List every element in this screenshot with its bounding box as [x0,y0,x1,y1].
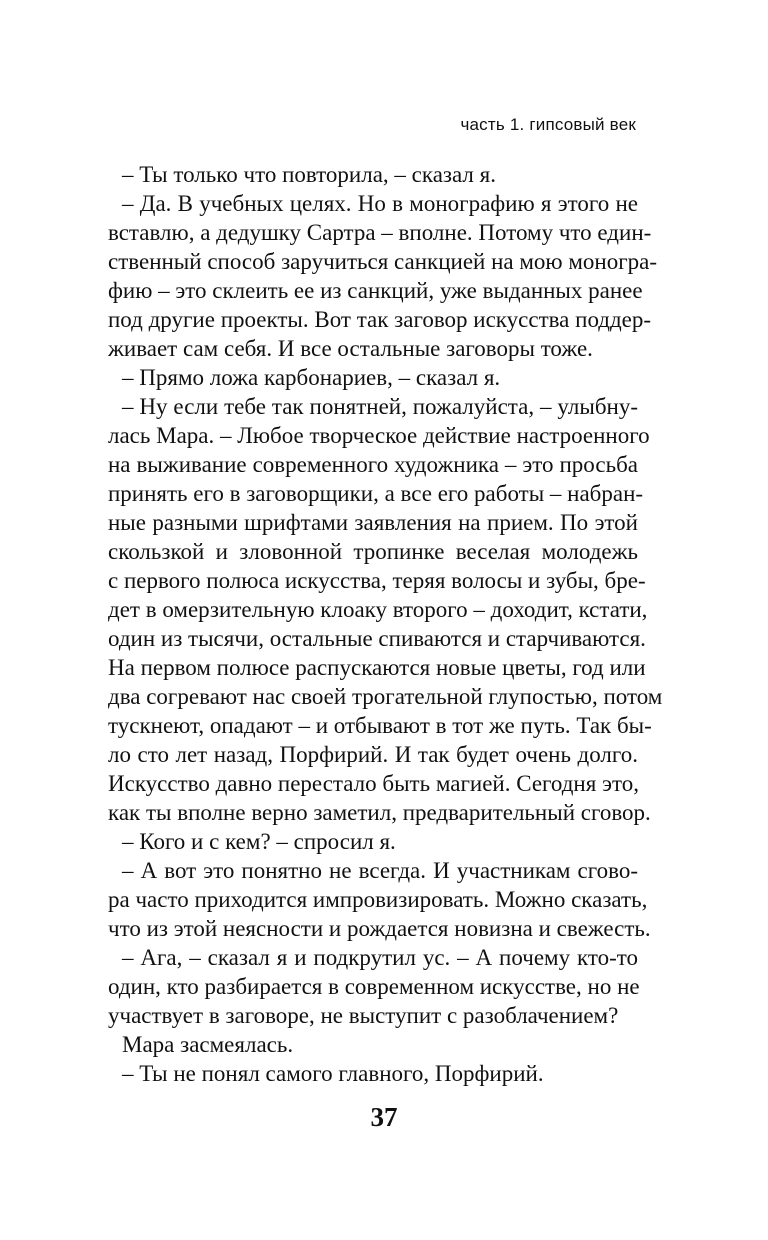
text-line: скользкой и зловонной тропинке веселая молодежь [108,539,638,564]
text-line: – Ага, – сказал я и подкрутил ус. – А почему кто-то [122,945,638,970]
text-line: с первого полюса искусства, теряя волосы и зубы, бре- [108,568,646,593]
text-line: – А вот это понятно не всегда. И участникам сгово- [122,858,638,883]
text-line: тускнеют, опадают – и отбывают в тот же путь. Так бы- [108,713,652,738]
text-line: ра часто приходится импровизировать. Можно сказать, [108,887,648,912]
running-header: часть 1. гипсовый век [460,115,636,134]
text-line: дет в омерзительную клоаку второго – доходит, кстати, [108,597,648,622]
text-line: один, кто разбирается в современном искусстве, но не [108,974,640,999]
text-line: что из этой неясности и рождается новизна и свежесть. [108,916,651,941]
text-line: ные разными шрифтами заявления на прием. По этой [108,510,638,535]
text-line: – Прямо ложа карбонариев, – сказал я. [122,365,501,390]
text-line: – Ну если тебе так понятней, пожалуйста, – улыбну- [122,394,638,419]
text-line: принять его в заговорщики, а все его работы – набран- [108,481,644,506]
text-line: – Кого и с кем? – спросил я. [122,829,396,854]
text-line: участвует в заговоре, не выступит с разоблачением? [108,1003,619,1028]
text-line: Искусство давно перестало быть магией. Сегодня это, [108,771,639,796]
text-line: – Ты только что повторила, – сказал я. [122,162,496,187]
text-line: ственный способ заручиться санкцией на мою моногра- [108,249,658,274]
text-line: на выживание современного художника – это просьба [108,452,638,477]
text-line: два согревают нас своей трогательной глупостью, потом [108,684,663,709]
text-line: фию – это склеить ее из санкций, уже выданных ранее [108,278,643,303]
body-text [108,160,663,1088]
text-line: ло сто лет назад, Порфирий. И так будет очень долго. [108,742,638,767]
text-line: один из тысячи, остальные спиваются и старчиваются. [108,626,646,651]
text-line: Мара засмеялась. [122,1032,294,1057]
text-line: под другие проекты. Вот так заговор искусства поддер- [108,307,652,332]
text-line: На первом полюсе распускаются новые цветы, год или [108,655,646,680]
text-line: вставлю, а дедушку Сартра – вполне. Потому что един- [108,220,652,245]
text-line: как ты вполне верно заметил, предварительный сговор. [108,800,651,825]
text-line: лась Мара. – Любое творческое действие настроенного [108,423,650,448]
page-number: 37 [370,1102,398,1132]
text-line: – Да. В учебных целях. Но в монографию я этого не [122,191,638,216]
text-line: – Ты не понял самого главного, Порфирий. [122,1061,544,1086]
text-line: живает сам себя. И все остальные заговоры тоже. [108,336,593,361]
